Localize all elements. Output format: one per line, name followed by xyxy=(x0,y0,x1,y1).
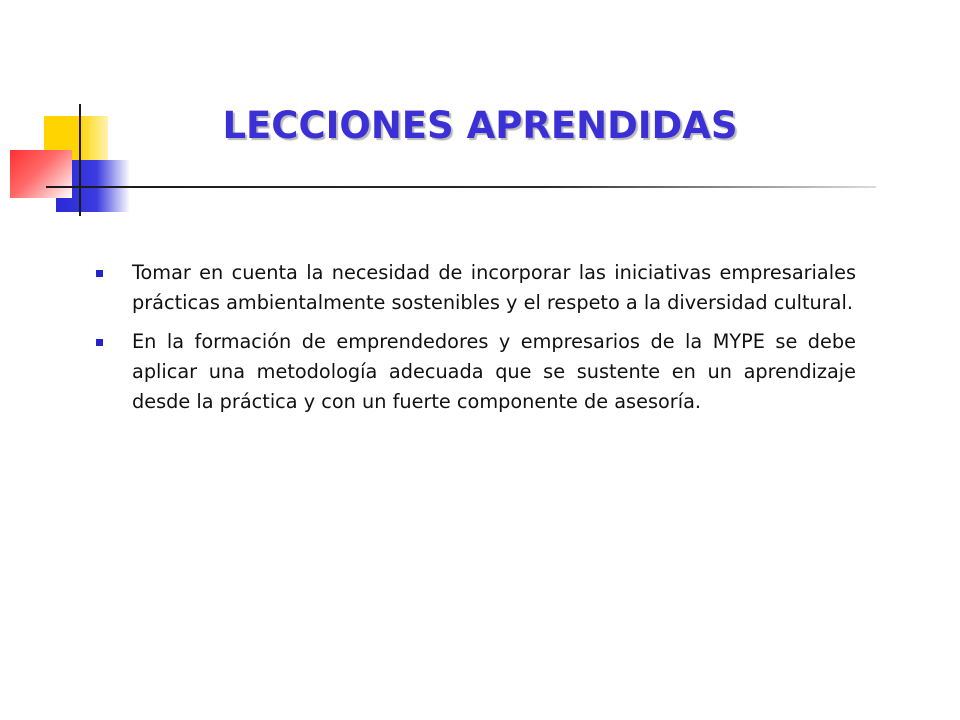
square-bullet-icon xyxy=(96,270,103,277)
bullet-text: Tomar en cuenta la necesidad de incorporar las iniciativas empresariales prácticas ambientalmente sostenibles y el respeto a la diversidad cultural. xyxy=(132,261,856,314)
square-bullet-icon xyxy=(96,339,103,346)
bullet-item xyxy=(94,258,856,318)
bullet-text: En la formación de emprendedores y empresarios de la MYPE se debe aplicar una metodología adecuada que se sustente en un aprendizaje desde la práctica y con un fuerte componente de asesoría. xyxy=(132,330,856,413)
red-square-decoration xyxy=(10,150,72,198)
bullet-list xyxy=(94,258,856,417)
slide-body xyxy=(94,258,856,426)
vertical-rule xyxy=(79,104,81,216)
bullet-item xyxy=(94,327,856,417)
slide-title: LECCIONES APRENDIDAS xyxy=(222,104,738,147)
horizontal-rule xyxy=(46,186,876,188)
